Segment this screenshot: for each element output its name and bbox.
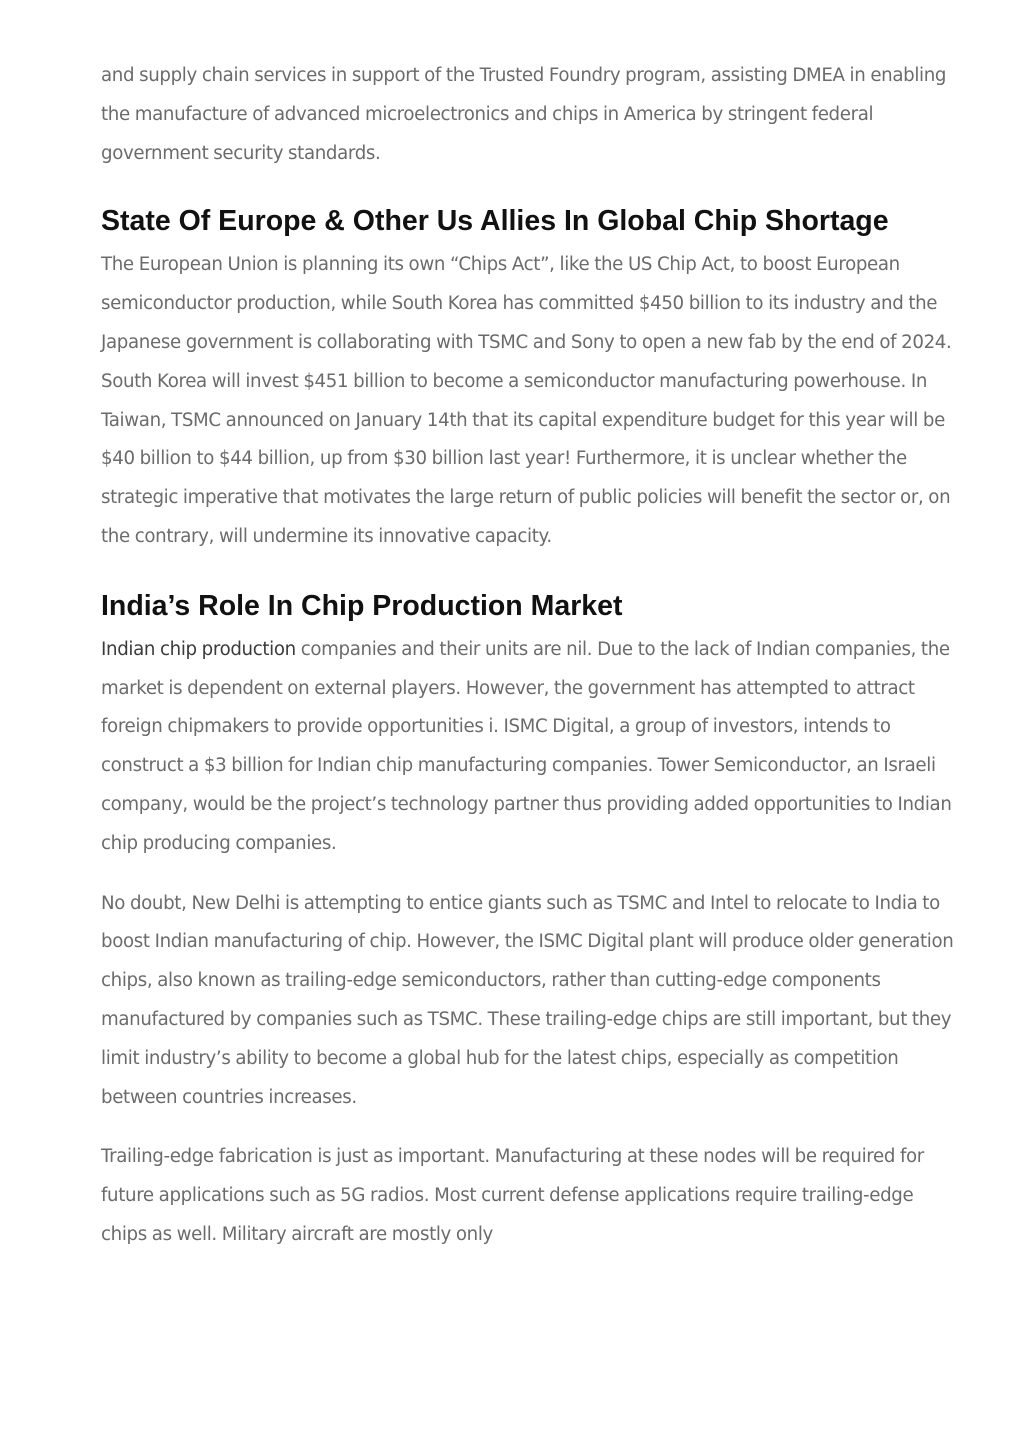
india-paragraph-1	[101, 631, 961, 864]
india-paragraph-2: No doubt, New Delhi is attempting to entice giants such as TSMC and Intel to relocate to India to boost Indian manufacturing of chip. However, the ISMC Digital plant will produce older generation chips, also known as trailing-edge semiconductors, rather than cutting-edge components manufactured by companies such as TSMC. These trailing-edge chips are still important, but they limit industry’s ability to become a global hub for the latest chips, especially as competition between countries increases.	[101, 892, 954, 1108]
section-heading-europe: State Of Europe & Other Us Allies In Global Chip Shortage	[101, 205, 889, 238]
india-paragraph-3: Trailing-edge fabrication is just as important. Manufacturing at these nodes will be required for future applications such as 5G radios. Most current defense applications require trailing-edge chips as well. Military aircraft are mostly only	[101, 1146, 924, 1245]
india-paragraph-1-text: companies and their units are nil. Due to the lack of Indian companies, the market is dependent on external players. However, the government has attempted to attract foreign chipmakers to provide opportunities i. ISMC Digital, a group of investors, intends to construct a $3 billion for Indian chip manufacturing companies. Tower Semiconductor, an Israeli company, would be the project’s technology partner thus providing added opportunities to Indian chip producing companies.	[101, 638, 952, 854]
europe-paragraph: The European Union is planning its own “Chips Act”, like the US Chip Act, to boost European semiconductor production, while South Korea has committed $450 billion to its industry and the Japanese government is collaborating with TSMC and Sony to open a new fab by the end of 2024. South Korea will invest $451 billion to become a semiconductor manufacturing powerhouse. In Taiwan, TSMC announced on January 14th that its capital expenditure budget for this year will be $40 billion to $44 billion, up from $30 billion last year! Furthermore, it is unclear whether the strategic imperative that motivates the large return of public policies will benefit the sector or, on the contrary, will undermine its innovative capacity.	[101, 254, 952, 547]
article-body	[101, 57, 961, 1255]
section-heading-india: India’s Role In Chip Production Market	[101, 589, 623, 622]
intro-paragraph: and supply chain services in support of the Trusted Foundry program, assisting DMEA in enabling the manufacture of advanced microelectronics and chips in America by stringent federal government security standards.	[101, 65, 947, 164]
indian-chip-production-link[interactable]: Indian chip production	[101, 638, 296, 660]
